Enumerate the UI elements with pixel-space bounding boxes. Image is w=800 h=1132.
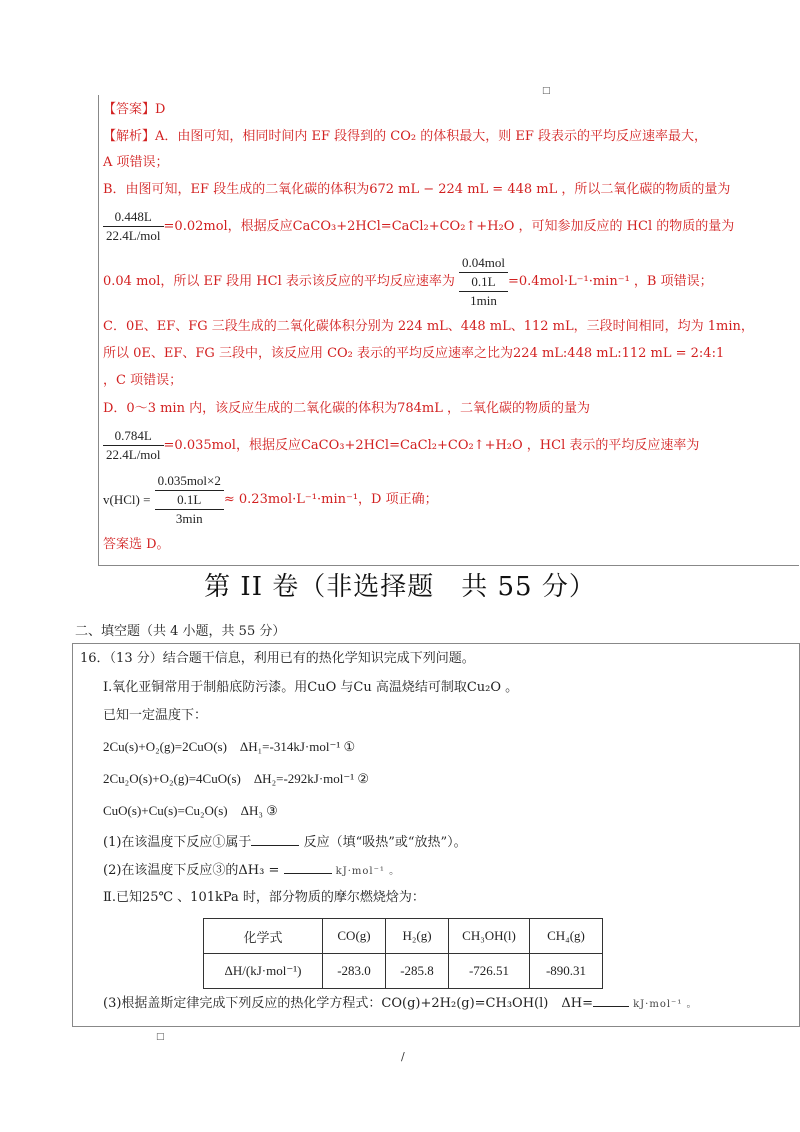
combustion-enthalpy-table (203, 918, 603, 989)
fraction-top: 0.04mol (459, 254, 508, 273)
rate-expression: v(HCl) = (103, 492, 151, 507)
table-header-cell: CO(g) (323, 919, 386, 954)
analysis-b-line1: B．由图可知，EF 段生成的二氧化碳的体积为672 mL − 224 mL = 448 mL ，所以二氧化碳的物质的量为 (103, 182, 731, 197)
answer-blank-2[interactable] (284, 861, 332, 874)
analysis-b-line3 (103, 254, 713, 310)
analysis-c-line1: C．0E、EF、FG 三段生成的二氧化碳体积分别为 224 mL、448 mL、112 mL，三段时间相同，均为 1min， (103, 319, 754, 334)
analysis-b-result: =0.4mol·L⁻¹·min⁻¹ ，B 项错误； (508, 274, 713, 289)
answer-blank-3[interactable] (593, 994, 629, 1007)
q16-known: 已知一定温度下： (103, 708, 208, 723)
analysis-d-line3 (103, 472, 438, 528)
fraction-numerator: 0.784L (103, 427, 164, 446)
table-header-cell: 化学式 (204, 919, 323, 954)
question-1-text: (1)在该温度下反应①属于 (103, 835, 252, 850)
table-cell: -890.31 (530, 954, 603, 989)
analysis-b-text: =0.02mol，根据反应CaCO₃+2HCl=CaCl₂+CO₂↑+H₂O ，可知参加反应的 HCl 的物质的量为 (163, 219, 735, 234)
question-3-unit: kJ·mol⁻¹ 。 (633, 999, 698, 1010)
analysis-d-line2 (103, 427, 699, 464)
analysis-c-line2: 所以 0E、EF、FG 三段中，该反应用 CO₂ 表示的平均反应速率之比为224 mL:448 mL:112 mL = 2:4:1 (103, 346, 725, 361)
section-title: 第 II 卷（非选择题 共 55 分） (204, 572, 596, 602)
fraction-denominator: 22.4L/mol (106, 447, 161, 462)
fraction-numerator: 0.448L (103, 208, 164, 227)
table-cell: -285.8 (386, 954, 449, 989)
question-1 (103, 833, 467, 852)
question-2-text: (2)在该温度下反应③的ΔH₃ = (103, 863, 280, 878)
corner-mark: □ (542, 86, 551, 96)
analysis-d-result: ≈ 0.23mol·L⁻¹·min⁻¹，D 项正确； (223, 492, 438, 507)
page-footer: / (401, 1050, 405, 1063)
fraction-bottom: 1min (470, 293, 497, 308)
equation-3: CuO(s)+Cu(s)=Cu₂O(s) ΔH₃ ③ (103, 803, 278, 818)
table-row (204, 954, 603, 989)
fraction-bottom: 3min (175, 511, 203, 526)
answer-label: 【答案】D (103, 102, 166, 117)
fraction-mid: 0.1L (459, 273, 508, 292)
question-2-unit: kJ·mol⁻¹ 。 (335, 866, 401, 877)
table-header-cell: H₂(g) (386, 919, 449, 954)
question-3 (103, 994, 698, 1014)
analysis-a-line1: 【解析】A．由图可知，相同时间内 EF 段得到的 CO₂ 的体积最大，则 EF 段表示的平均反应速率最大， (103, 129, 708, 144)
question-1-suffix: 反应（填“吸热”或“放热”）。 (303, 835, 467, 850)
fraction-b (103, 208, 164, 245)
analysis-b-rate-text: 0.04 mol，所以 EF 段用 HCl 表示该反应的平均反应速率为 (103, 274, 455, 289)
table-cell: -283.0 (323, 954, 386, 989)
answer-blank-1[interactable] (251, 833, 299, 846)
compound-fraction-b (459, 254, 508, 310)
analysis-b-line2 (103, 208, 734, 245)
fraction-top: 0.035mol×2 (155, 472, 224, 491)
fraction-d (103, 427, 164, 464)
question-2 (103, 861, 400, 881)
question-3-text: (3)根据盖斯定律完成下列反应的热化学方程式：CO(g)+2H₂(g)=CH₃OH(l) ΔH= (103, 996, 593, 1011)
table-header-row (204, 919, 603, 954)
q16-part1: Ⅰ.氧化亚铜常用于制船底防污漆。用CuO 与Cu 高温烧结可制取Cu₂O 。 (103, 680, 519, 695)
table-header-cell: CH₃OH(l) (449, 919, 530, 954)
analysis-d-line1: D．0～3 min 内，该反应生成的二氧化碳的体积为784mL ，二氧化碳的物质的量为 (103, 401, 590, 416)
table-cell: ΔH/(kJ·mol⁻¹) (204, 954, 323, 989)
analysis-a-line2: A 项错误； (103, 155, 169, 170)
table-cell: -726.51 (449, 954, 530, 989)
section-heading: 二、填空题（共 4 小题，共 55 分） (75, 624, 286, 639)
q16-part2: Ⅱ.已知25℃ 、101kPa 时，部分物质的摩尔燃烧焓为： (103, 890, 425, 905)
fraction-mid: 0.1L (155, 491, 224, 510)
analysis-d-text: =0.035mol，根据反应CaCO₃+2HCl=CaCl₂+CO₂↑+H₂O ，HCl 表示的平均反应速率为 (163, 438, 700, 453)
equation-1: 2Cu(s)+O₂(g)=2CuO(s) ΔH₁=-314kJ·mol⁻¹ ① (103, 739, 356, 754)
final-answer: 答案选 D。 (103, 537, 170, 552)
fraction-denominator: 22.4L/mol (106, 228, 161, 243)
analysis-c-line3: ，C 项错误； (103, 373, 183, 388)
compound-fraction-d (155, 472, 224, 528)
table-header-cell: CH₄(g) (530, 919, 603, 954)
equation-2: 2Cu₂O(s)+O₂(g)=4CuO(s) ΔH₂=-292kJ·mol⁻¹ ② (103, 771, 370, 786)
bottom-mark: □ (156, 1032, 165, 1042)
q16-intro: 16．（13 分）结合题干信息，利用已有的热化学知识完成下列问题。 (80, 651, 475, 666)
